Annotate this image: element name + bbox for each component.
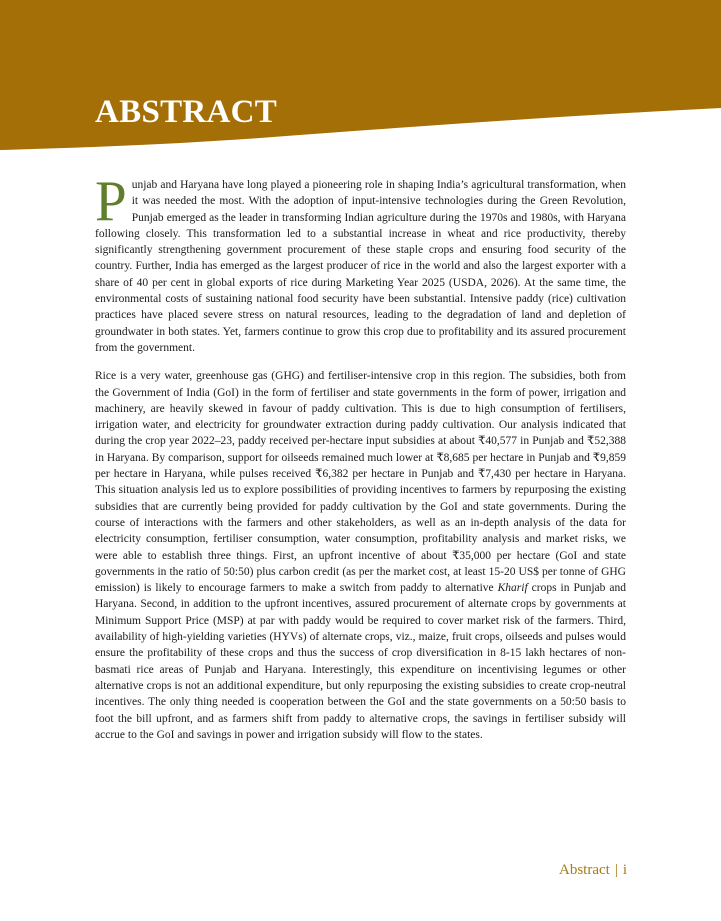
- drop-cap: P: [95, 170, 127, 233]
- paragraph-2-text-end: crops in Punjab and Haryana. Second, in addition to the upfront incentives, assured procurement of alternate crops by governments at Minimum Support Price (MSP) at par with paddy would be required to cover market risk of the farmers. Third, availability of high-yielding varieties (HYVs) of alternate crops, viz., maize, fruit crops, oilseeds and pulses would ensure the profitability of these crops and thus the success of crop diversification in 8-15 lakh hectares of non-basmati rice areas of Punjab and Haryana. Interestingly, this expenditure on incentivising legumes or other alternative crops is not an additional expenditure, but only repurposing the existing subsidies to create crop-neutral incentives. The only thing needed is cooperation between the GoI and the state governments on a 50:50 basis to foot the bill upfront, and as farmers shift from paddy to alternative crops, the savings in fertiliser subsidy will accrue to the GoI and savings in power and irrigation subsidy will flow to the states.: [95, 582, 627, 741]
- abstract-body: [95, 170, 627, 755]
- header-wave-shape: [0, 0, 721, 160]
- page-title: ABSTRACT: [95, 94, 278, 130]
- footer-section-label: Abstract: [558, 862, 610, 878]
- footer-separator: |: [614, 862, 618, 878]
- abstract-paragraph-2: [95, 368, 626, 743]
- abstract-paragraph-1: [95, 170, 626, 356]
- kharif-italic: Kharif: [497, 582, 528, 595]
- page-footer: [559, 862, 627, 879]
- paragraph-1-text: unjab and Haryana have long played a pioneering role in shaping India’s agricultural transformation, when it was needed the most. With the adoption of input-intensive technologies during the Green Revolution, Punjab emerged as the leader in transforming Indian agriculture during the 1970s and 1980s, with Haryana following closely. This transformation led to a substantial increase in wheat and rice productivity, thereby significantly strengthening government procurement of these staple crops and ensuring food security of the country. Further, India has emerged as the largest producer of rice in the world and also the largest exporter with a share of 40 per cent in global exports of rice during Marketing Year 2025 (USDA, 2026). At the same time, the environmental costs of sustaining national food security have been substantial. Intensive paddy (rice) cultivation practices have placed severe stress on natural resources, leading to the degradation of land and depletion of groundwater in both states. Yet, farmers continue to grow this crop due to profitability and its assured procurement from the government.: [95, 179, 626, 354]
- paragraph-2-text-start: Rice is a very water, greenhouse gas (GHG) and fertiliser-intensive crop in this region. The subsidies, both from the Government of India (GoI) in the form of fertiliser and state governments in the form of power, irrigation and machinery, are heavily skewed in favour of paddy cultivation. This is due to high consumption of fertilisers, irrigation water, and electricity for groundwater extraction during paddy cultivation. Our analysis indicated that during the crop year 2022–23, paddy received per-hectare input subsidies at about ₹40,577 in Punjab and ₹52,388 in Haryana. By comparison, support for oilseeds remained much lower at ₹8,685 per hectare in Punjab and ₹9,859 per hectare in Haryana, while pulses received ₹6,382 per hectare in Punjab and ₹7,430 per hectare in Haryana. This situation analysis led us to explore possibilities of providing incentives to farmers by repurposing the existing subsidies that are currently being provided for paddy cultivation by the GoI and state governments. During the course of interactions with the farmers and other stakeholders, as well as an in-depth analysis of the data for electricity consumption, fertiliser consumption, water consumption, profitability analysis and market risks, we were able to establish three things. First, an upfront incentive of about ₹35,000 per hectare (GoI and state governments in the ratio of 50:50) plus carbon credit (as per the market cost, at least 15-20 US$ per tonne of GHG emission) is likely to encourage farmers to make a switch from paddy to alternative: [95, 370, 626, 595]
- page-number: i: [622, 862, 627, 878]
- header-band: [0, 0, 721, 160]
